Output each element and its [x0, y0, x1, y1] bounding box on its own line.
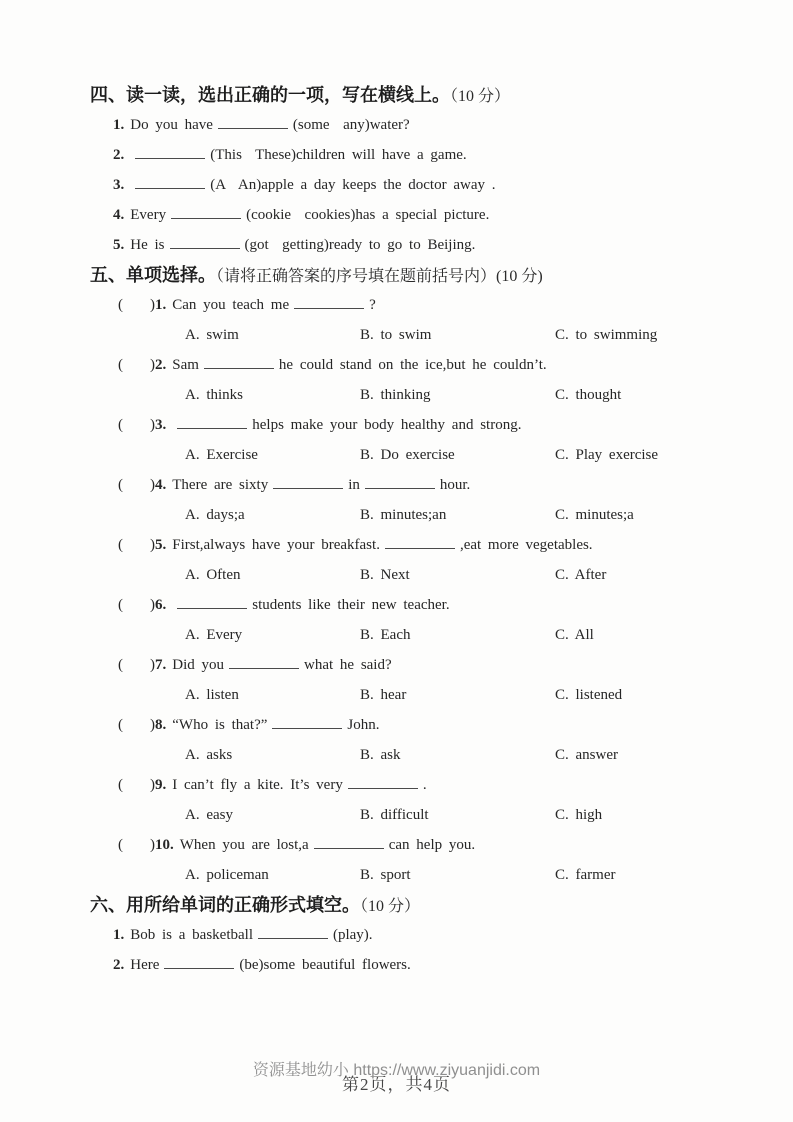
question-number: 5.: [155, 537, 167, 553]
item-text: Here: [130, 957, 160, 973]
section-five: [0, 260, 793, 890]
question-number: 10.: [155, 837, 174, 853]
section-six-title: [0, 890, 793, 920]
section-four: [0, 80, 793, 260]
option-c: C. After: [555, 567, 607, 583]
option-a: A. Often: [185, 567, 241, 583]
bracket-open: (: [118, 837, 123, 853]
answer-blank: [294, 294, 364, 309]
item-text: what he said?: [304, 657, 392, 673]
item-text: He is: [130, 237, 165, 253]
section-score: （10 分）: [360, 898, 421, 915]
item-text: ,eat more vegetables.: [459, 537, 593, 553]
option-a: A. thinks: [185, 387, 244, 403]
answer-blank: [135, 144, 205, 159]
option-b: B. Do exercise: [360, 447, 455, 463]
option-c: C. minutes;a: [555, 507, 634, 523]
option-b: B. hear: [360, 687, 407, 703]
choice-question: [0, 590, 793, 620]
answer-blank: [229, 654, 299, 669]
item-text: (A An)apple a day keeps the doctor away .: [210, 177, 496, 193]
fill-item: [0, 170, 793, 200]
answer-blank: [177, 414, 247, 429]
options-row: [0, 560, 793, 590]
item-text: When you are lost,a: [179, 837, 309, 853]
bracket-close: ): [150, 837, 155, 853]
option-c: C. high: [555, 807, 603, 823]
fill-item: [0, 110, 793, 140]
fill-item: [0, 950, 793, 980]
option-a: A. policeman: [185, 867, 269, 883]
item-number: 3.: [113, 177, 125, 193]
section-six-items: [0, 920, 793, 980]
bracket-close: ): [150, 717, 155, 733]
item-text: helps make your body healthy and strong.: [252, 417, 522, 433]
item-text: (This These)children will have a game.: [210, 147, 467, 163]
item-text: Can you teach me: [172, 297, 290, 313]
item-text: ?: [369, 297, 376, 313]
option-c: C. All: [555, 627, 594, 643]
question-number: 1.: [155, 297, 167, 313]
section-six: [0, 890, 793, 980]
bracket-open: (: [118, 777, 123, 793]
fill-item: [0, 920, 793, 950]
option-b: B. thinking: [360, 387, 431, 403]
option-b: B. minutes;an: [360, 507, 447, 523]
item-text: (be)some beautiful flowers.: [239, 957, 411, 973]
item-text: (got getting)ready to go to Beijing.: [244, 237, 476, 253]
bracket-close: ): [150, 777, 155, 793]
item-number: 5.: [113, 237, 125, 253]
bracket-open: (: [118, 417, 123, 433]
options-row: [0, 740, 793, 770]
item-number: 1.: [113, 927, 125, 943]
section-four-items: [0, 110, 793, 260]
answer-blank: [272, 714, 342, 729]
bracket-open: (: [118, 717, 123, 733]
item-text: hour.: [439, 477, 471, 493]
options-row: [0, 800, 793, 830]
choice-question: [0, 710, 793, 740]
options-row: [0, 860, 793, 890]
item-text: students like their new teacher.: [252, 597, 450, 613]
bracket-open: (: [118, 537, 123, 553]
item-text: Do you have: [130, 117, 213, 133]
bracket-open: (: [118, 297, 123, 313]
option-a: A. swim: [185, 327, 239, 343]
option-c: C. farmer: [555, 867, 616, 883]
item-text: First,always have your breakfast.: [172, 537, 380, 553]
question-number: 3.: [155, 417, 167, 433]
bracket-close: ): [150, 537, 155, 553]
item-text: John.: [347, 717, 380, 733]
bracket-close: ): [150, 417, 155, 433]
answer-blank: [273, 474, 343, 489]
answer-blank: [365, 474, 435, 489]
answer-blank: [348, 774, 418, 789]
option-c: C. to swimming: [555, 327, 658, 343]
answer-blank: [314, 834, 384, 849]
section-title-text: 四、读一读，选出正确的一项，写在横线上。: [90, 85, 450, 105]
answer-blank: [135, 174, 205, 189]
watermark-text: 资源基地幼小 https://www.ziyuanjidi.com: [252, 1062, 541, 1079]
option-b: B. Each: [360, 627, 411, 643]
option-a: A. Exercise: [185, 447, 258, 463]
item-text: There are sixty: [172, 477, 269, 493]
section-five-questions: [0, 290, 793, 890]
option-c: C. Play exercise: [555, 447, 659, 463]
item-text: (cookie cookies)has a special picture.: [246, 207, 490, 223]
section-four-title: [0, 80, 793, 110]
options-row: [0, 620, 793, 650]
option-c: C. answer: [555, 747, 618, 763]
option-b: B. ask: [360, 747, 401, 763]
bracket-open: (: [118, 597, 123, 613]
item-text: (some any)water?: [292, 117, 410, 133]
item-text: he could stand on the ice,but he couldn’t.: [278, 357, 547, 373]
bracket-close: ): [150, 357, 155, 373]
answer-blank: [170, 234, 240, 249]
section-subtitle: （请将正确答案的序号填在题前括号内）(10 分): [216, 268, 543, 285]
bracket-open: (: [118, 477, 123, 493]
answer-blank: [177, 594, 247, 609]
paper-content: [0, 80, 793, 980]
answer-blank: [171, 204, 241, 219]
option-a: A. asks: [185, 747, 233, 763]
item-text: .: [422, 777, 427, 793]
item-text: Sam: [172, 357, 199, 373]
section-five-title: [0, 260, 793, 290]
options-row: [0, 320, 793, 350]
item-text: Every: [130, 207, 167, 223]
question-number: 8.: [155, 717, 167, 733]
item-text: “Who is that?”: [172, 717, 268, 733]
answer-blank: [385, 534, 455, 549]
option-b: B. sport: [360, 867, 411, 883]
option-a: A. days;a: [185, 507, 245, 523]
option-b: B. Next: [360, 567, 410, 583]
question-number: 6.: [155, 597, 167, 613]
choice-question: [0, 770, 793, 800]
bracket-open: (: [118, 657, 123, 673]
answer-blank: [258, 924, 328, 939]
option-b: B. to swim: [360, 327, 432, 343]
choice-question: [0, 650, 793, 680]
choice-question: [0, 470, 793, 500]
option-c: C. listened: [555, 687, 623, 703]
choice-question: [0, 290, 793, 320]
option-c: C. thought: [555, 387, 622, 403]
choice-question: [0, 410, 793, 440]
answer-blank: [218, 114, 288, 129]
item-text: I can’t fly a kite. It’s very: [172, 777, 343, 793]
fill-item: [0, 200, 793, 230]
bracket-close: ): [150, 477, 155, 493]
section-title-text: 六、用所给单词的正确形式填空。: [90, 895, 360, 915]
options-row: [0, 680, 793, 710]
question-number: 9.: [155, 777, 167, 793]
bracket-open: (: [118, 357, 123, 373]
item-number: 2.: [113, 957, 125, 973]
options-row: [0, 380, 793, 410]
section-score: （10 分）: [450, 88, 511, 105]
item-text: Did you: [172, 657, 224, 673]
answer-blank: [164, 954, 234, 969]
option-a: A. listen: [185, 687, 239, 703]
fill-item: [0, 230, 793, 260]
item-number: 4.: [113, 207, 125, 223]
option-b: B. difficult: [360, 807, 429, 823]
fill-item: [0, 140, 793, 170]
question-number: 2.: [155, 357, 167, 373]
options-row: [0, 440, 793, 470]
bracket-close: ): [150, 657, 155, 673]
item-text: Bob is a basketball: [130, 927, 253, 943]
bracket-close: ): [150, 597, 155, 613]
item-text: can help you.: [388, 837, 476, 853]
section-title-text: 五、单项选择。: [90, 265, 216, 285]
page-number: 第2页，共4页: [342, 1075, 451, 1094]
option-a: A. Every: [185, 627, 243, 643]
choice-question: [0, 830, 793, 860]
item-number: 2.: [113, 147, 125, 163]
options-row: [0, 500, 793, 530]
choice-question: [0, 350, 793, 380]
item-text: (play).: [332, 927, 373, 943]
choice-question: [0, 530, 793, 560]
question-number: 4.: [155, 477, 167, 493]
bracket-close: ): [150, 297, 155, 313]
item-number: 1.: [113, 117, 125, 133]
item-text: in: [348, 477, 360, 493]
question-number: 7.: [155, 657, 167, 673]
answer-blank: [204, 354, 274, 369]
option-a: A. easy: [185, 807, 233, 823]
